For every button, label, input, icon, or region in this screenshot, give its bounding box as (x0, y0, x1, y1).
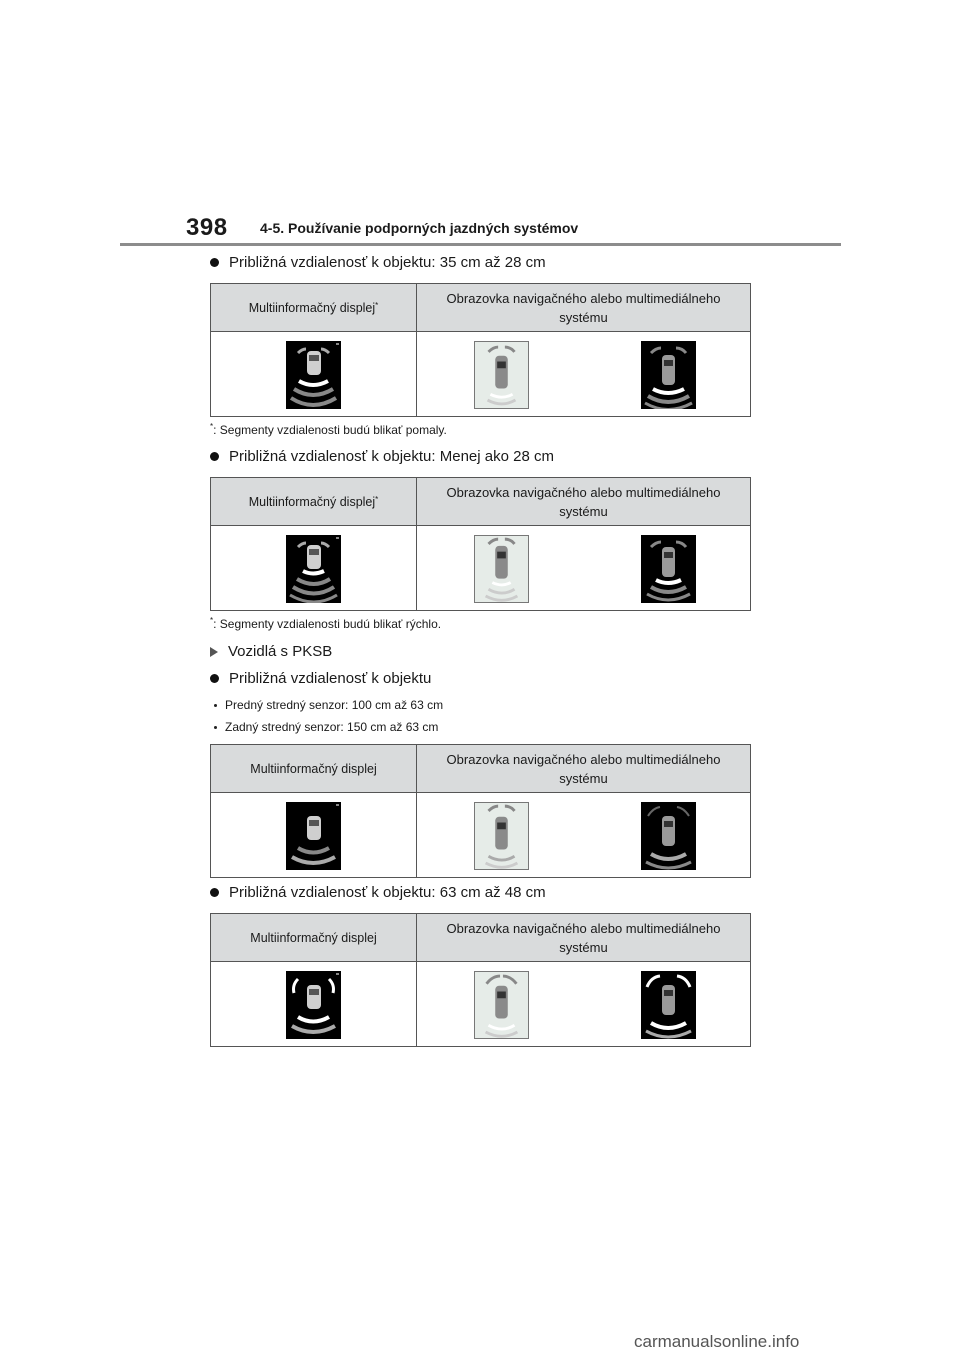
multimedia-display-image (641, 802, 696, 870)
multiinfo-display-image (286, 535, 341, 603)
table-header-row (211, 478, 750, 526)
table-header-row (211, 914, 750, 962)
table-header-row (211, 745, 750, 793)
bullet-heading-3 (210, 670, 431, 687)
table-header-col1: Multiinformačný displej * (211, 478, 417, 525)
navi-display-image (474, 341, 529, 409)
watermark: carmanualsonline.info (634, 1332, 800, 1351)
display-table-1 (210, 283, 751, 417)
bullet-icon (210, 888, 219, 897)
page-number: 398 (186, 214, 228, 241)
multiinfo-display-image (286, 971, 341, 1039)
footnote-1: *: Segmenty vzdialenosti budú blikať pomaly. (210, 422, 447, 437)
table-header-col2: Obrazovka navigačného alebo multimediálneho systému (446, 751, 721, 786)
table-image-row (211, 793, 750, 877)
table-header-col1: Multiinformačný displej (211, 914, 417, 961)
bullet-heading-2 (210, 448, 554, 465)
multimedia-display-image (641, 971, 696, 1039)
navi-display-image (474, 971, 529, 1039)
navi-display-image (474, 802, 529, 870)
bullet-text: Približná vzdialenosť k objektu: 63 cm až 48 cm (229, 884, 546, 901)
section-title: 4-5. Používanie podporných jazdných systémov (260, 220, 579, 236)
header-rule (120, 243, 841, 246)
bullet-heading-1 (210, 254, 546, 271)
triangle-icon (210, 647, 218, 657)
page-header (186, 212, 841, 246)
bullet-heading-4 (210, 884, 546, 901)
multimedia-display-image (641, 341, 696, 409)
multiinfo-display-image (286, 341, 341, 409)
pksb-heading-text: Vozidlá s PKSB (228, 643, 333, 660)
table-header-col1: Multiinformačný displej * (211, 284, 417, 331)
table-header-col2: Obrazovka navigačného alebo multimediálneho systému (446, 484, 721, 519)
bullet-text: Približná vzdialenosť k objektu (229, 670, 432, 687)
table-header-col2: Obrazovka navigačného alebo multimediálneho systému (446, 920, 721, 955)
list-item: Predný stredný senzor: 100 cm až 63 cm (214, 698, 443, 712)
table-header-col2: Obrazovka navigačného alebo multimediálneho systému (446, 290, 721, 325)
bullet-icon (210, 452, 219, 461)
table-header-row (211, 284, 750, 332)
multiinfo-display-image (286, 802, 341, 870)
table-header-col1: Multiinformačný displej (211, 745, 417, 792)
bullet-text: Približná vzdialenosť k objektu: Menej ako 28 cm (229, 448, 554, 465)
bullet-text: Približná vzdialenosť k objektu: 35 cm až 28 cm (229, 254, 546, 271)
table-image-row (211, 962, 750, 1046)
footnote-2: *: Segmenty vzdialenosti budú blikať rýchlo. (210, 616, 442, 631)
display-table-2 (210, 477, 751, 611)
table-image-row (211, 332, 750, 416)
display-table-3 (210, 744, 751, 878)
display-table-4 (210, 913, 751, 1047)
list-item: Zadný stredný senzor: 150 cm až 63 cm (214, 720, 438, 734)
navi-display-image (474, 535, 529, 603)
bullet-icon (210, 674, 219, 683)
multimedia-display-image (641, 535, 696, 603)
table-image-row (211, 526, 750, 610)
pksb-heading (210, 643, 332, 660)
bullet-icon (210, 258, 219, 267)
